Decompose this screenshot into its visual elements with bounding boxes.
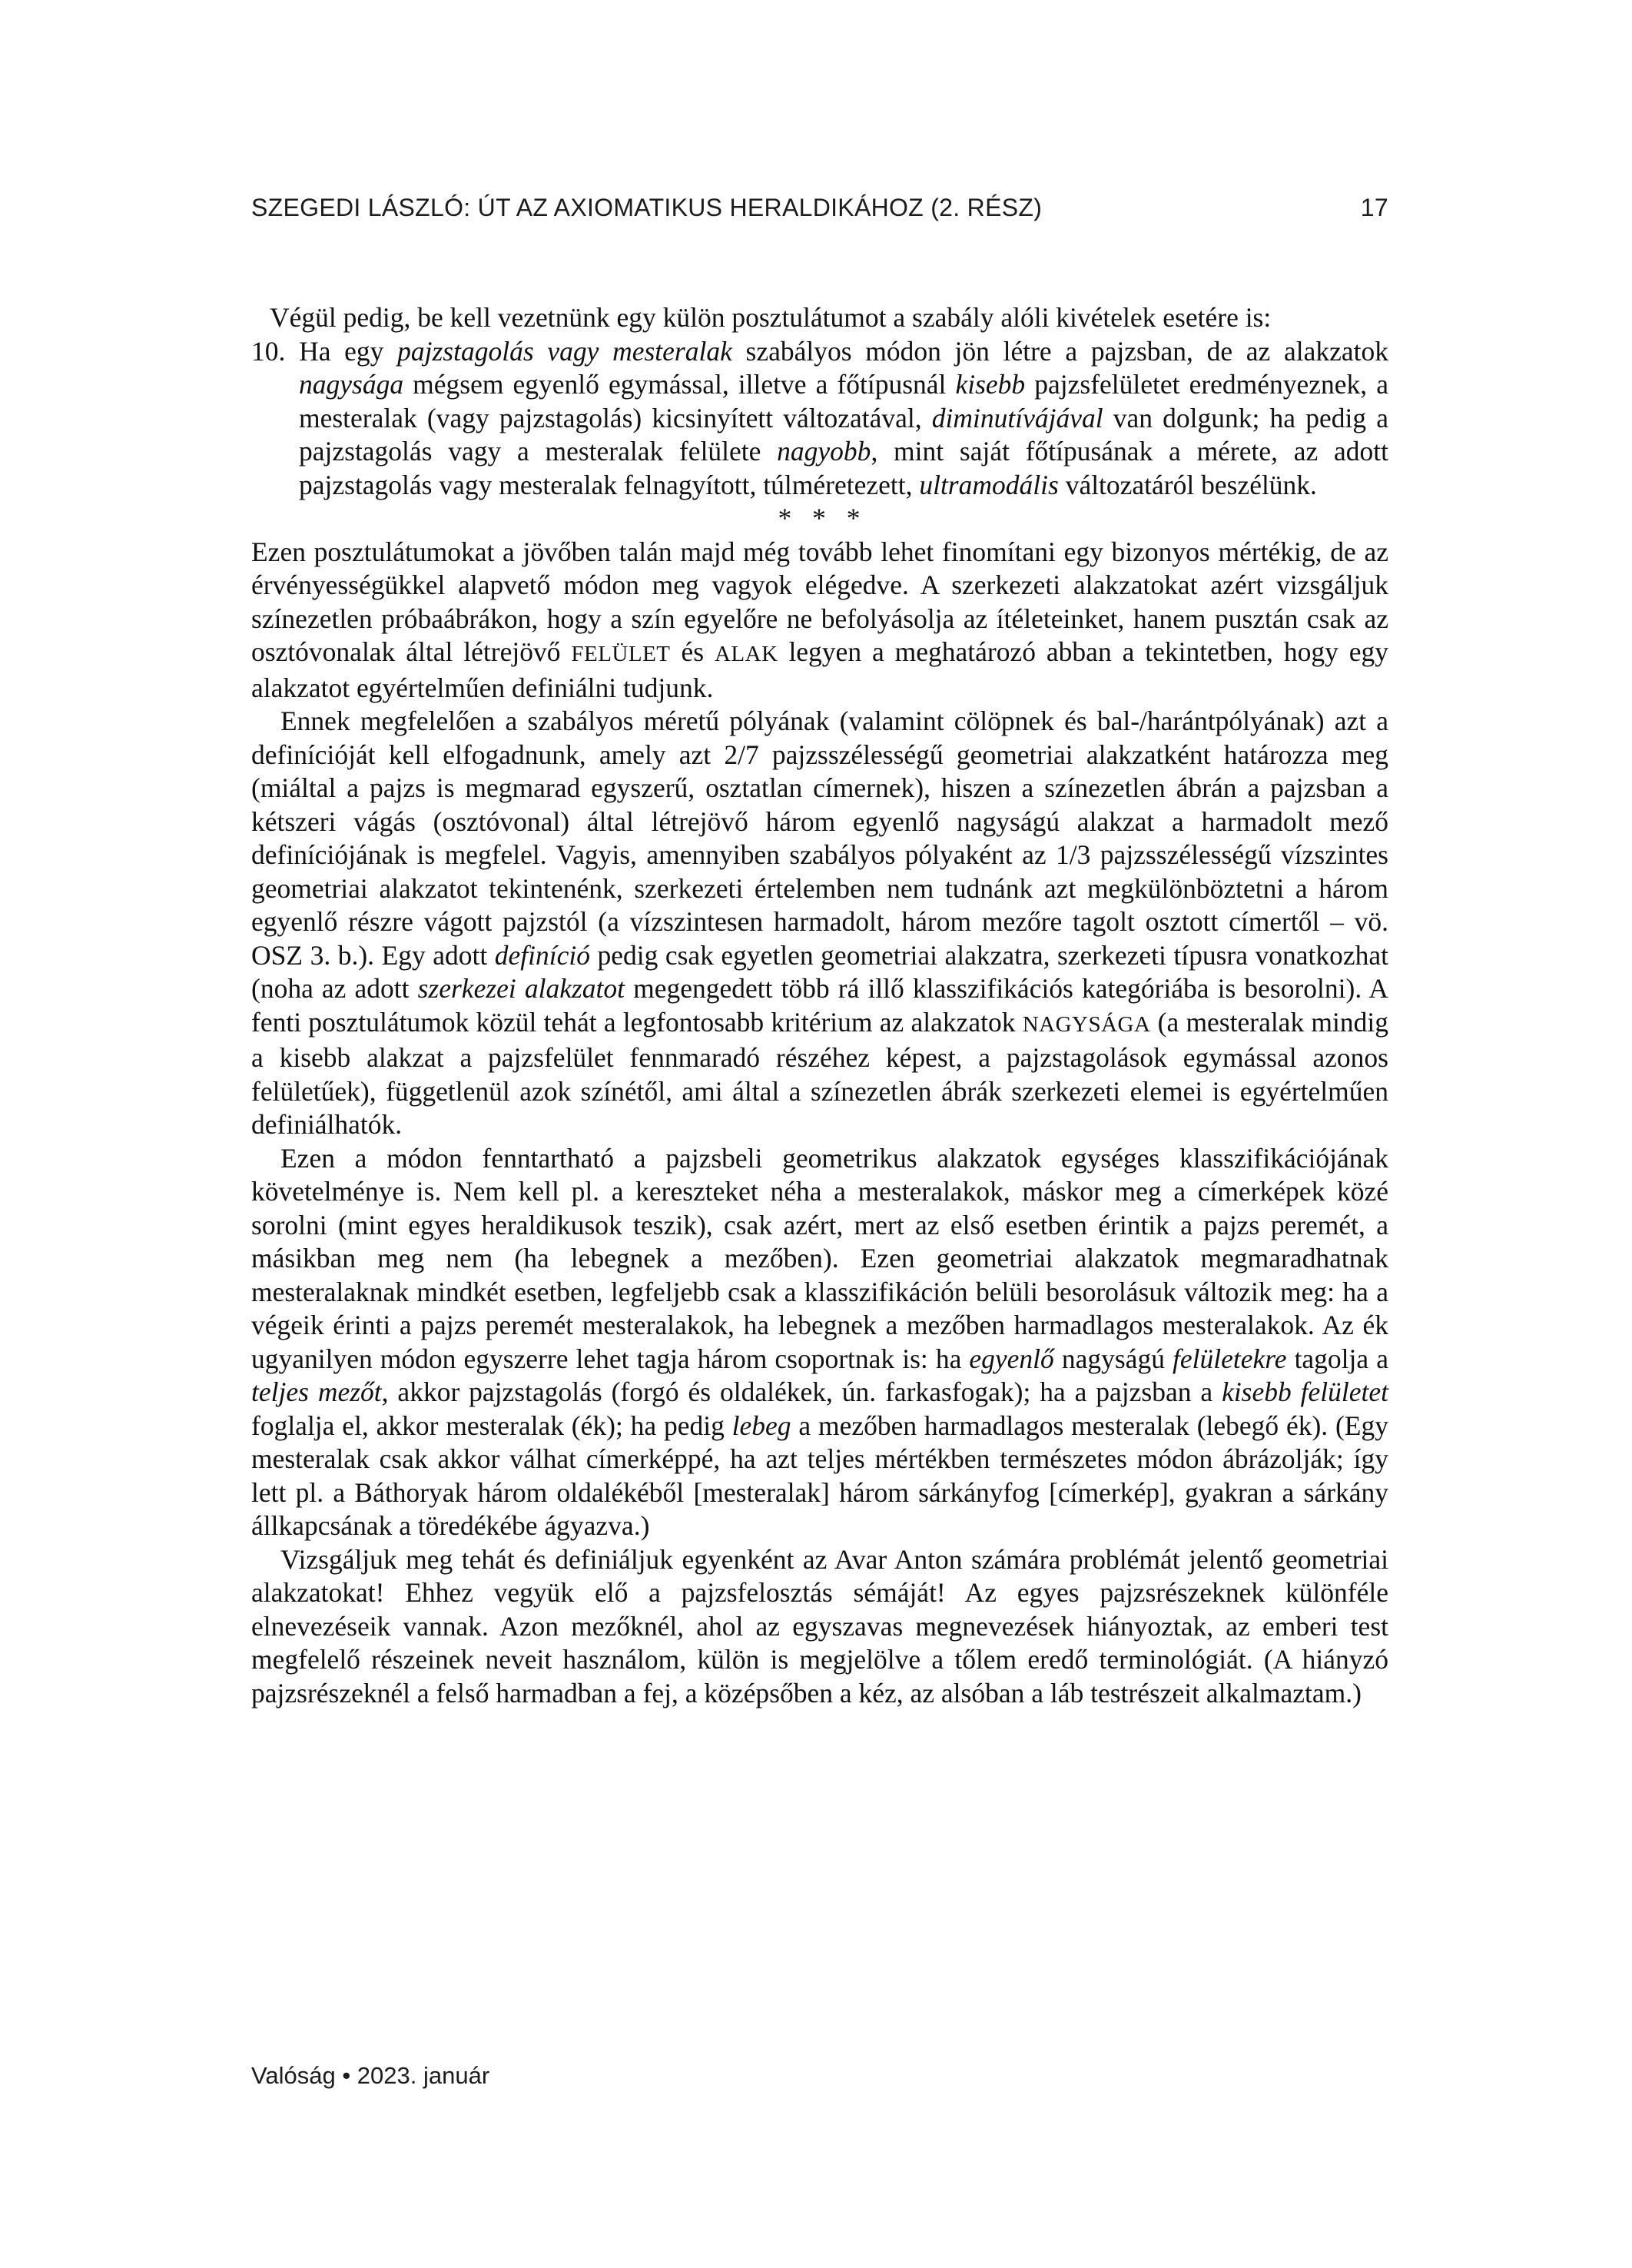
journal-footer-text: Valóság • 2023. január <box>251 2062 490 2089</box>
paragraph-intro-line: Végül pedig, be kell vezetnünk egy külön posztulátumot a szabály alóli kivételek esetére is: <box>270 302 1272 333</box>
page-footer <box>251 2062 489 2090</box>
paragraph-after-stars: Ezen posztulátumokat a jövőben talán majd még tovább lehet finomítani egy bizonyos mértékig, de az érvényességükkel alapvető módon meg vagyok elégedve. A szerkezeti alakzatokat azért vizsgáljuk színezetlen próbaábrákon, hogy a szín egyelőre ne befolyásolja az ítéleteinket, hanem pusztán csak az osztóvonalak által létrejövő FELÜLET és ALAK legyen a meghatározó abban a tekintetben, hogy egy alakzatot egyértelműen definiálni tudjunk. <box>251 536 1388 703</box>
paragraph-classification: Ezen a módon fenntartható a pajzsbeli geometrikus alakzatok egységes klasszifikációjának követelménye is. Nem kell pl. a kereszteket néha a mesteralakok, máskor meg a címerképek közé sorolni (mint egyes heraldikusok teszik), csak azért, mert az első esetben érintik a pajzs peremét, a másikban meg nem (ha lebegnek a mezőben). Ezen geometriai alakzatok megmaradhatnak mesteralaknak mindkét esetben, legfeljebb csak a klasszifikáción belüli besorolásuk változik meg: ha a végeik érinti a pajzs peremét mesteralakok, ha lebegnek a mezőben harmadlagos mesteralakok. Az ék ugyanilyen módon egyszerre lehet tagja három csoportnak is: ha egyenlő nagyságú felületekre tagolja a teljes mezőt, akkor pajzstagolás (forgó és oldalékek, ún. farkasfogak); ha a pajzsban a kisebb felületet foglalja el, akkor mesteralak (ék); ha pedig lebeg a mezőben harmadlagos mesteralak (lebegő ék). (Egy mesteralak csak akkor válhat címerképpé, ha azt teljes mértékben természetes módon ábrázolják; így lett pl. a Báthoryak három oldalékéből [mesteralak] három sárkányfog [címerkép], gyakran a sárkány állkapcsának a töredékébe ágyazva.) <box>251 1142 1388 1541</box>
paragraph-closing: Vizsgáljuk meg tehát és definiáljuk egyenként az Avar Anton számára problémát jelentő geometriai alakzatokat! Ehhez vegyük elő a pajzsfelosztás sémáját! Az egyes pajzsrészeknek különféle elnevezéseik vannak. Azon mezőknél, ahol az egyszavas megnevezések hiányoztak, az emberi test megfelelő részeinek neveit használom, külön is megjelölve a tőlem eredő terminológiát. (A hiányzó pajzsrészeknél a felső harmadban a fej, a középsőben a kéz, az alsóban a láb testrészeit alkalmaztam.) <box>251 1543 1388 1708</box>
paragraph-postulate-10: 10. Ha egy pajzstagolás vagy mesteralak szabályos módon jön létre a pajzsban, de az alakzatok nagysága mégsem egyenlő egymással, illetve a főtípusnál kisebb pajzsfelületet eredményeznek, a mesteralak (vagy pajzstagolás) kicsinyített változatával, diminutívájával van dolgunk; ha pedig a pajzstagolás vagy a mesteralak felülete nagyobb, mint saját főtípusának a mérete, az adott pajzstagolás vagy mesteralak felnagyított, túlméretezett, ultramodális változatáról beszélünk. <box>251 335 1389 500</box>
page-number: 17 <box>1360 194 1388 221</box>
article-body <box>251 301 1388 1710</box>
page-header <box>251 194 1388 222</box>
running-header-title: SZEGEDI LÁSZLÓ: ÚT AZ AXIOMATIKUS HERALDIKÁHOZ (2. RÉSZ) <box>251 194 1043 221</box>
paragraph-definition: Ennek megfelelően a szabályos méretű pólyának (valamint cölöpnek és bal-/harántpólyának) azt a definícióját kell elfogadnunk, amely azt 2/7 pajzsszélességű geometriai alakzatként határozza meg (miáltal a pajzs is megmarad egyszerű, osztatlan címernek), hiszen a színezetlen ábrán a pajzsban a kétszeri vágás (osztóvonal) által létrejövő három egyenlő nagyságú alakzat a harmadolt mező definíciójának is megfelel. Vagyis, amennyiben szabályos pólyaként az 1/3 pajzsszélességű vízszintes geometriai alakzatot tekintenénk, szerkezeti értelemben nem tudnánk azt megkülönböztetni a három egyenlő részre vágott pajzstól (a vízszintesen harmadolt, három mezőre tagolt osztott címertől – vö. OSZ 3. b.). Egy adott definíció pedig csak egyetlen geometriai alakzatra, szerkezeti típusra vonatkozhat (noha az adott szerkezei alakzatot megengedett több rá illő klasszifikációs kategóriába is besorolni). A fenti posztulátumok közül tehát a legfontosabb kritérium az alakzatok NAGYSÁGA (a mesteralak mindig a kisebb alakzat a pajzsfelület fennmaradó részéhez képest, a pajzstagolások egymással azonos felületűek), függetlenül azok színétől, ami által a színezetlen ábrák szerkezeti elemei is egyértelműen definiálhatók. <box>251 706 1389 1140</box>
section-separator-stars: * * * <box>778 503 862 533</box>
